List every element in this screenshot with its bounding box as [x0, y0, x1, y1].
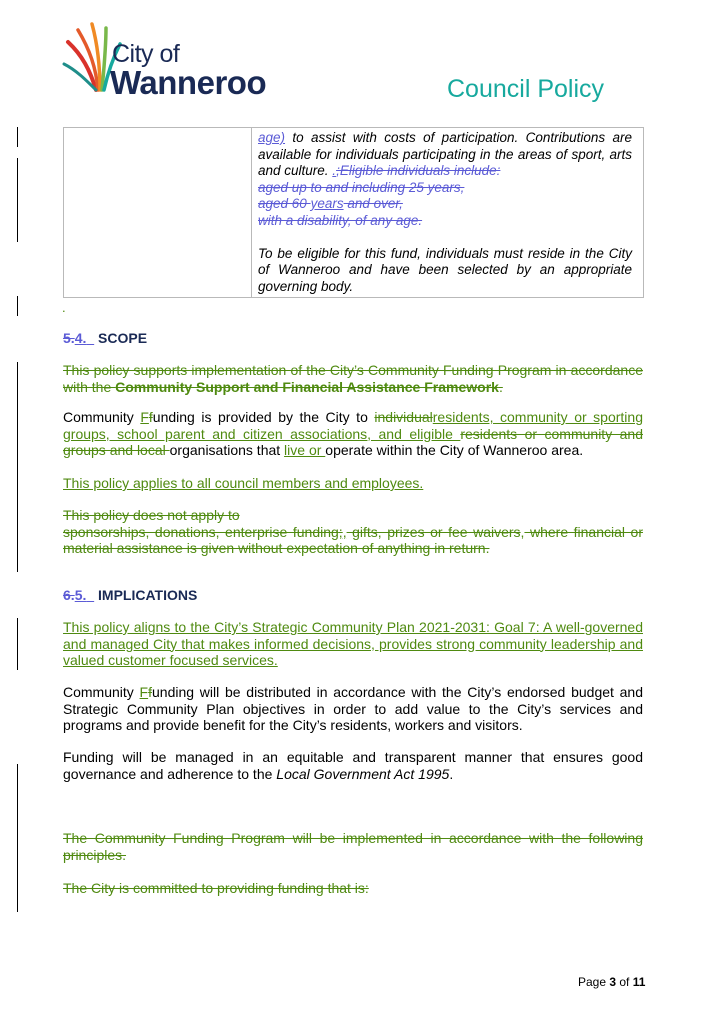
- cell-deleted-line: with a disability, of any age.: [258, 212, 423, 228]
- implications-paragraph-2: Community Ffunding will be distributed in accordance with the City’s endorsed budget and Strategic Community Plan objectives in order to add value to the City’s services and programs and provide benefit for the City’s residents, workers and visitors.: [63, 684, 644, 733]
- change-bar: [17, 296, 18, 316]
- table-right-cell: [258, 130, 632, 295]
- change-bar: [17, 362, 18, 572]
- logo-city-text: City of: [112, 40, 180, 68]
- implications-paragraph-3: Funding will be managed in an equitable and transparent manner that ensures good governance and adherence to the Local Government Act 1995.: [63, 749, 643, 782]
- cell-paragraph-1: age) to assist with costs of participation. Contributions are available for individuals participating in the areas of sport, arts and culture. .;Eligible individuals include:: [258, 130, 632, 178]
- page-title: Council Policy: [447, 75, 605, 103]
- change-bar: [17, 618, 18, 670]
- scope-paragraph-1: This policy supports implementation of the City’s Community Funding Program in accordance with the Community Support and Financial Assistance Framework.: [63, 362, 643, 395]
- city-logo: [62, 20, 297, 102]
- table-column-divider: [251, 128, 252, 297]
- stray-mark: .: [62, 300, 66, 315]
- implications-heading: 6.5. IMPLICATIONS: [63, 587, 198, 603]
- page-number: Page 3 of 11: [578, 975, 646, 989]
- scope-paragraph-3: This policy applies to all council members and employees.: [63, 475, 424, 491]
- logo-name-text: Wanneroo: [110, 64, 267, 101]
- change-bar: [17, 127, 18, 147]
- cell-deleted-line: aged up to and including 25 years,: [258, 179, 465, 195]
- implications-paragraph-1: This policy aligns to the City’s Strategic Community Plan 2021-2031: Goal 7: A well-governed and managed City that makes informed decisions, provides strong community leadership and valued customer focused services.: [63, 619, 643, 668]
- cell-paragraph-2: To be eligible for this fund, individuals must reside in the City of Wanneroo and have been selected by an appropriate governing body.: [258, 245, 632, 294]
- scope-paragraph-2: Community Ffunding is provided by the City to individualresidents, community or sporting groups, school parent and citizen associations, and eligible residents or community and groups and local organisations that live or operate within the City of Wanneroo area.: [63, 409, 643, 458]
- change-bar: [17, 158, 18, 242]
- scope-paragraph-4: This policy does not apply to sponsorships, donations, enterprise funding;, gifts, prizes or fee waivers, where financial or material assistance is given without expectation of anything in return.: [63, 507, 643, 556]
- cell-deleted-line: aged 60 years and over,: [258, 196, 403, 211]
- implications-paragraph-4: The Community Funding Program will be implemented in accordance with the following principles.: [63, 830, 643, 863]
- implications-paragraph-5: The City is committed to providing funding that is:: [63, 880, 369, 896]
- scope-heading: 5.4. SCOPE: [63, 330, 148, 346]
- change-bar: [17, 764, 18, 912]
